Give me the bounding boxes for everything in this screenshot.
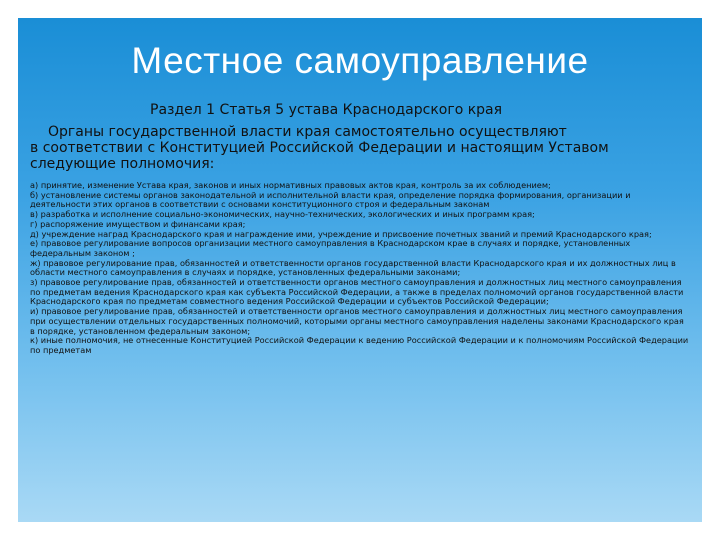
list-item: ж) правовое регулирование прав, обязанностей и ответственности органов государственной власти Краснодарского края и их должностных лиц в области местного самоуправления в случаях и порядке, установленных федеральными законами; bbox=[30, 257, 676, 278]
lead-first-line: Органы государственной власти края самостоятельно осуществляют bbox=[48, 124, 567, 140]
slide-subtitle: Раздел 1 Статья 5 устава Краснодарского края bbox=[150, 102, 503, 118]
list-item: е) правовое регулирование вопросов организации местного самоуправления в Краснодарском крае в случаях и порядке, установленных федеральным законом ; bbox=[30, 238, 631, 258]
list-item: а) принятие, изменение Устава края, законов и иных нормативных правовых актов края, контроль за их соблюдением; bbox=[30, 180, 551, 190]
powers-list bbox=[30, 181, 690, 356]
list-item: г) распоряжение имуществом и финансами края; bbox=[30, 218, 246, 229]
slide bbox=[18, 18, 702, 522]
list-item: з) правовое регулирование прав, обязанностей и ответственности органов местного самоуправления и должностных лиц местного самоуправления по предметам ведения Краснодарского края как субъекта Российской Федерации, а также в пределах полномочий органов государственной власти Краснодарского края по предметам совместного ведения Российской Федерации и субъектов Российской Федерации; bbox=[30, 277, 684, 307]
list-item: б) установление системы органов законодательной и исполнительной власти края, определение порядка формирования, организации и деятельности этих органов в соответствии с основами конституционного строя и федеральным законам bbox=[30, 189, 631, 210]
slide-title: Местное самоуправление bbox=[131, 40, 589, 81]
list-item: и) правовое регулирование прав, обязанностей и ответственности органов местного самоуправления и должностных лиц местного самоуправления при осуществлении отдельных государственных полномочий, которыми органы местного самоуправления наделены законами Краснодарского края в порядке, установленном федеральным законом; bbox=[30, 306, 684, 336]
list-item: д) учреждение наград Краснодарского края и награждение ими, учреждение и присвоение почетных званий и премий Краснодарского края; bbox=[30, 228, 652, 239]
list-item: в) разработка и исполнение социально-экономических, научно-технических, экологических и иных программ края; bbox=[30, 209, 535, 220]
lead-rest: в соответствии с Конституцией Российской Федерации и настоящим Уставом следующие полномочия: bbox=[30, 140, 609, 172]
lead-paragraph bbox=[30, 124, 690, 172]
list-item: к) иные полномочия, не отнесенные Конституцией Российской Федерации к ведению Российской Федерации и к полномочиям Российской Федерации по предметам bbox=[30, 335, 689, 355]
